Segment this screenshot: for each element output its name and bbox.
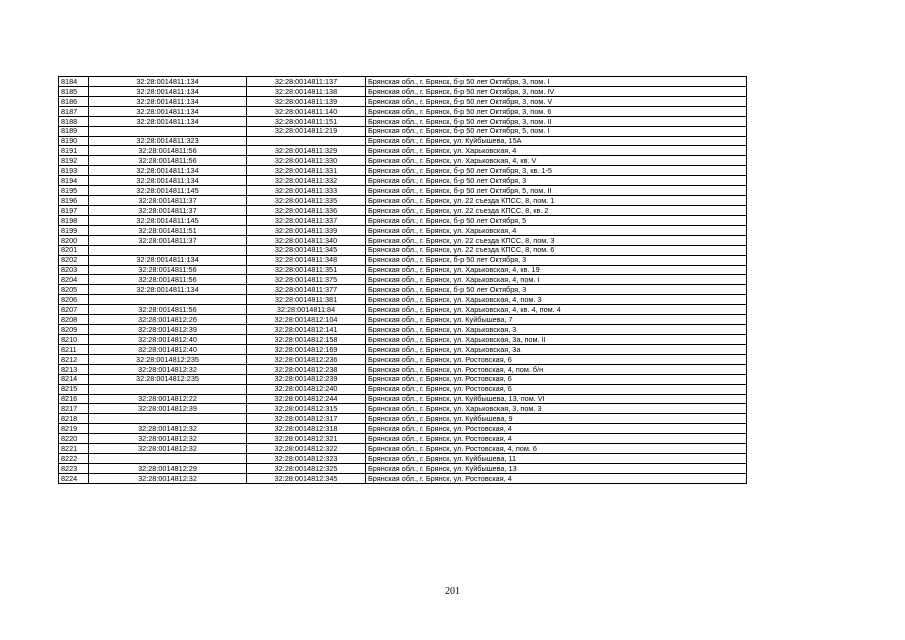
parent-cadastral-number-cell: 32:28:0014812:32 <box>89 364 247 374</box>
cadastral-number-cell: 32:28:0014811:332 <box>247 176 366 186</box>
address-cell: Брянская обл., г. Брянск, б-р 50 лет Октября, 3, пом. 6 <box>366 106 747 116</box>
address-cell: Брянская обл., г. Брянск, ул. Харьковская, 4 <box>366 146 747 156</box>
cadastral-number-cell: 32:28:0014812:104 <box>247 315 366 325</box>
address-cell: Брянская обл., г. Брянск, ул. Куйбышева, 7 <box>366 315 747 325</box>
cadastral-number-cell: 32:28:0014812:244 <box>247 394 366 404</box>
row-number-cell: 8188 <box>59 116 89 126</box>
table-row <box>59 384 747 394</box>
cadastral-number-cell: 32:28:0014812:317 <box>247 414 366 424</box>
parent-cadastral-number-cell: 32:28:0014812:26 <box>89 315 247 325</box>
cadastral-number-cell: 32:28:0014811:137 <box>247 77 366 87</box>
row-number-cell: 8222 <box>59 454 89 464</box>
parent-cadastral-number-cell <box>89 414 247 424</box>
table-row <box>59 295 747 305</box>
address-cell: Брянская обл., г. Брянск, ул. Харьковская, 4, пом. 3 <box>366 295 747 305</box>
row-number-cell: 8218 <box>59 414 89 424</box>
parent-cadastral-number-cell: 32:28:0014811:56 <box>89 275 247 285</box>
row-number-cell: 8192 <box>59 156 89 166</box>
row-number-cell: 8195 <box>59 186 89 196</box>
parent-cadastral-number-cell: 32:28:0014812:22 <box>89 394 247 404</box>
table-row <box>59 454 747 464</box>
table-row <box>59 205 747 215</box>
table-row <box>59 305 747 315</box>
cadastral-number-cell: 32:28:0014811:151 <box>247 116 366 126</box>
table-row <box>59 344 747 354</box>
parent-cadastral-number-cell: 32:28:0014811:56 <box>89 156 247 166</box>
parent-cadastral-number-cell: 32:28:0014811:134 <box>89 106 247 116</box>
parent-cadastral-number-cell: 32:28:0014811:145 <box>89 186 247 196</box>
row-number-cell: 8186 <box>59 96 89 106</box>
parent-cadastral-number-cell: 32:28:0014812:32 <box>89 434 247 444</box>
row-number-cell: 8220 <box>59 434 89 444</box>
parent-cadastral-number-cell: 32:28:0014812:40 <box>89 334 247 344</box>
cadastral-number-cell: 32:28:0014811:377 <box>247 285 366 295</box>
address-cell: Брянская обл., г. Брянск, ул. Ростовская, 6 <box>366 374 747 384</box>
row-number-cell: 8217 <box>59 404 89 414</box>
address-cell: Брянская обл., г. Брянск, ул. Харьковская, 3а, пом. II <box>366 334 747 344</box>
parent-cadastral-number-cell: 32:28:0014811:134 <box>89 96 247 106</box>
address-cell: Брянская обл., г. Брянск, ул. Ростовская, 4, пом. б/н <box>366 364 747 374</box>
row-number-cell: 8219 <box>59 424 89 434</box>
cadastral-number-cell: 32:28:0014812:169 <box>247 344 366 354</box>
cadastral-number-cell: 32:28:0014812:321 <box>247 434 366 444</box>
address-cell: Брянская обл., г. Брянск, б-р 50 лет Октября, 3, кв. 1-5 <box>366 166 747 176</box>
address-cell: Брянская обл., г. Брянск, ул. Ростовская, 4 <box>366 424 747 434</box>
address-cell: Брянская обл., г. Брянск, ул. Харьковская, 3 <box>366 325 747 335</box>
parent-cadastral-number-cell: 32:28:0014812:39 <box>89 404 247 414</box>
table-row <box>59 374 747 384</box>
parent-cadastral-number-cell: 32:28:0014812:235 <box>89 374 247 384</box>
row-number-cell: 8202 <box>59 255 89 265</box>
row-number-cell: 8191 <box>59 146 89 156</box>
parent-cadastral-number-cell: 32:28:0014812:32 <box>89 473 247 483</box>
table-row <box>59 235 747 245</box>
address-cell: Брянская обл., г. Брянск, ул. 22 съезда КПСС, 8, пом. 3 <box>366 235 747 245</box>
cadastral-number-cell: 32:28:0014812:345 <box>247 473 366 483</box>
row-number-cell: 8215 <box>59 384 89 394</box>
parent-cadastral-number-cell <box>89 384 247 394</box>
row-number-cell: 8201 <box>59 245 89 255</box>
parent-cadastral-number-cell <box>89 245 247 255</box>
parent-cadastral-number-cell: 32:28:0014812:32 <box>89 424 247 434</box>
cadastral-number-cell: 32:28:0014812:238 <box>247 364 366 374</box>
table-row <box>59 444 747 454</box>
cadastral-number-cell: 32:28:0014811:375 <box>247 275 366 285</box>
page-number: 201 <box>445 586 460 597</box>
parent-cadastral-number-cell: 32:28:0014811:134 <box>89 77 247 87</box>
address-cell: Брянская обл., г. Брянск, ул. Куйбышева, 11 <box>366 454 747 464</box>
parent-cadastral-number-cell: 32:28:0014811:134 <box>89 116 247 126</box>
table-row <box>59 245 747 255</box>
row-number-cell: 8212 <box>59 354 89 364</box>
address-cell: Брянская обл., г. Брянск, ул. Харьковская, 3, пом. 3 <box>366 404 747 414</box>
row-number-cell: 8224 <box>59 473 89 483</box>
table-row <box>59 166 747 176</box>
table-row <box>59 86 747 96</box>
cadastral-registry-table <box>58 76 747 484</box>
row-number-cell: 8185 <box>59 86 89 96</box>
row-number-cell: 8184 <box>59 77 89 87</box>
table-row <box>59 473 747 483</box>
table-row <box>59 334 747 344</box>
cadastral-number-cell: 32:28:0014812:323 <box>247 454 366 464</box>
table-row <box>59 265 747 275</box>
row-number-cell: 8206 <box>59 295 89 305</box>
table-row <box>59 156 747 166</box>
parent-cadastral-number-cell: 32:28:0014812:39 <box>89 325 247 335</box>
row-number-cell: 8199 <box>59 225 89 235</box>
row-number-cell: 8204 <box>59 275 89 285</box>
address-cell: Брянская обл., г. Брянск, ул. Харьковская, 3а <box>366 344 747 354</box>
table-row <box>59 315 747 325</box>
address-cell: Брянская обл., г. Брянск, б-р 50 лет Октября, 5, пом. II <box>366 186 747 196</box>
cadastral-number-cell: 32:28:0014811:348 <box>247 255 366 265</box>
parent-cadastral-number-cell: 32:28:0014811:145 <box>89 215 247 225</box>
address-cell: Брянская обл., г. Брянск, ул. Ростовская, 4 <box>366 473 747 483</box>
row-number-cell: 8203 <box>59 265 89 275</box>
parent-cadastral-number-cell: 32:28:0014812:40 <box>89 344 247 354</box>
row-number-cell: 8210 <box>59 334 89 344</box>
row-number-cell: 8198 <box>59 215 89 225</box>
cadastral-number-cell: 32:28:0014811:138 <box>247 86 366 96</box>
row-number-cell: 8209 <box>59 325 89 335</box>
cadastral-number-cell: 32:28:0014811:340 <box>247 235 366 245</box>
parent-cadastral-number-cell: 32:28:0014811:323 <box>89 136 247 146</box>
address-cell: Брянская обл., г. Брянск, б-р 50 лет Октября, 5 <box>366 215 747 225</box>
parent-cadastral-number-cell: 32:28:0014811:37 <box>89 205 247 215</box>
row-number-cell: 8208 <box>59 315 89 325</box>
table-row <box>59 275 747 285</box>
table-row <box>59 176 747 186</box>
row-number-cell: 8205 <box>59 285 89 295</box>
parent-cadastral-number-cell: 32:28:0014812:235 <box>89 354 247 364</box>
address-cell: Брянская обл., г. Брянск, ул. Ростовская, 6 <box>366 384 747 394</box>
table-row <box>59 186 747 196</box>
address-cell: Брянская обл., г. Брянск, ул. Куйбышева, 15А <box>366 136 747 146</box>
table-row <box>59 414 747 424</box>
address-cell: Брянская обл., г. Брянск, ул. Харьковская, 4 <box>366 225 747 235</box>
cadastral-number-cell: 32:28:0014811:140 <box>247 106 366 116</box>
address-cell: Брянская обл., г. Брянск, б-р 50 лет Октября, 3, пом. IV <box>366 86 747 96</box>
parent-cadastral-number-cell: 32:28:0014811:134 <box>89 285 247 295</box>
address-cell: Брянская обл., г. Брянск, б-р 50 лет Октября, 3, пом. V <box>366 96 747 106</box>
cadastral-number-cell: 32:28:0014812:322 <box>247 444 366 454</box>
cadastral-number-cell: 32:28:0014812:318 <box>247 424 366 434</box>
parent-cadastral-number-cell: 32:28:0014811:134 <box>89 166 247 176</box>
address-cell: Брянская обл., г. Брянск, б-р 50 лет Октября, 3 <box>366 255 747 265</box>
parent-cadastral-number-cell: 32:28:0014812:29 <box>89 463 247 473</box>
cadastral-number-cell: 32:28:0014811:331 <box>247 166 366 176</box>
parent-cadastral-number-cell: 32:28:0014811:37 <box>89 235 247 245</box>
address-cell: Брянская обл., г. Брянск, б-р 50 лет Октября, 3, пом. II <box>366 116 747 126</box>
cadastral-number-cell: 32:28:0014811:139 <box>247 96 366 106</box>
cadastral-number-cell <box>247 136 366 146</box>
row-number-cell: 8200 <box>59 235 89 245</box>
parent-cadastral-number-cell: 32:28:0014811:134 <box>89 176 247 186</box>
address-cell: Брянская обл., г. Брянск, ул. Куйбышева, 13, пом. VI <box>366 394 747 404</box>
table-row <box>59 146 747 156</box>
cadastral-number-cell: 32:28:0014811:335 <box>247 196 366 206</box>
table-row <box>59 354 747 364</box>
table-row <box>59 215 747 225</box>
address-cell: Брянская обл., г. Брянск, ул. Ростовская, 4 <box>366 434 747 444</box>
table-row <box>59 126 747 136</box>
cadastral-number-cell: 32:28:0014812:239 <box>247 374 366 384</box>
cadastral-number-cell: 32:28:0014811:337 <box>247 215 366 225</box>
cadastral-number-cell: 32:28:0014811:329 <box>247 146 366 156</box>
table-row <box>59 116 747 126</box>
table-row <box>59 77 747 87</box>
address-cell: Брянская обл., г. Брянск, ул. Харьковская, 4, кв. 19 <box>366 265 747 275</box>
row-number-cell: 8211 <box>59 344 89 354</box>
address-cell: Брянская обл., г. Брянск, ул. Куйбышева, 9 <box>366 414 747 424</box>
row-number-cell: 8187 <box>59 106 89 116</box>
cadastral-number-cell: 32:28:0014811:345 <box>247 245 366 255</box>
cadastral-number-cell: 32:28:0014811:381 <box>247 295 366 305</box>
table-row <box>59 96 747 106</box>
row-number-cell: 8213 <box>59 364 89 374</box>
table-row <box>59 136 747 146</box>
row-number-cell: 8193 <box>59 166 89 176</box>
registry-table-body <box>59 77 747 484</box>
cadastral-number-cell: 32:28:0014812:141 <box>247 325 366 335</box>
cadastral-number-cell: 32:28:0014811:351 <box>247 265 366 275</box>
address-cell: Брянская обл., г. Брянск, ул. 22 съезда КПСС, 8, кв. 2 <box>366 205 747 215</box>
parent-cadastral-number-cell <box>89 295 247 305</box>
address-cell: Брянская обл., г. Брянск, ул. Харьковская, 4, пом. I <box>366 275 747 285</box>
cadastral-number-cell: 32:28:0014812:315 <box>247 404 366 414</box>
address-cell: Брянская обл., г. Брянск, ул. Ростовская, 4, пом. 6 <box>366 444 747 454</box>
table-row <box>59 106 747 116</box>
cadastral-number-cell: 32:28:0014811:336 <box>247 205 366 215</box>
table-row <box>59 394 747 404</box>
parent-cadastral-number-cell: 32:28:0014811:51 <box>89 225 247 235</box>
cadastral-number-cell: 32:28:0014812:158 <box>247 334 366 344</box>
address-cell: Брянская обл., г. Брянск, ул. 22 съезда КПСС, 8, пом. 6 <box>366 245 747 255</box>
cadastral-number-cell: 32:28:0014811:333 <box>247 186 366 196</box>
table-row <box>59 434 747 444</box>
parent-cadastral-number-cell <box>89 454 247 464</box>
parent-cadastral-number-cell: 32:28:0014811:134 <box>89 86 247 96</box>
cadastral-number-cell: 32:28:0014812:236 <box>247 354 366 364</box>
address-cell: Брянская обл., г. Брянск, б-р 50 лет Октября, 3 <box>366 176 747 186</box>
row-number-cell: 8190 <box>59 136 89 146</box>
address-cell: Брянская обл., г. Брянск, б-р 50 лет Октября, 3, пом. I <box>366 77 747 87</box>
row-number-cell: 8194 <box>59 176 89 186</box>
table-row <box>59 225 747 235</box>
cadastral-number-cell: 32:28:0014812:325 <box>247 463 366 473</box>
row-number-cell: 8197 <box>59 205 89 215</box>
table-row <box>59 255 747 265</box>
parent-cadastral-number-cell: 32:28:0014811:134 <box>89 255 247 265</box>
row-number-cell: 8189 <box>59 126 89 136</box>
table-row <box>59 364 747 374</box>
table-row <box>59 196 747 206</box>
cadastral-number-cell: 32:28:0014811:339 <box>247 225 366 235</box>
address-cell: Брянская обл., г. Брянск, ул. Куйбышева, 13 <box>366 463 747 473</box>
parent-cadastral-number-cell: 32:28:0014811:56 <box>89 265 247 275</box>
address-cell: Брянская обл., г. Брянск, ул. Харьковская, 4, кв. 4, пом. 4 <box>366 305 747 315</box>
row-number-cell: 8221 <box>59 444 89 454</box>
row-number-cell: 8223 <box>59 463 89 473</box>
row-number-cell: 8207 <box>59 305 89 315</box>
address-cell: Брянская обл., г. Брянск, б-р 50 лет Октября, 5, пом. I <box>366 126 747 136</box>
row-number-cell: 8216 <box>59 394 89 404</box>
parent-cadastral-number-cell: 32:28:0014811:56 <box>89 305 247 315</box>
cadastral-number-cell: 32:28:0014811:219 <box>247 126 366 136</box>
address-cell: Брянская обл., г. Брянск, б-р 50 лет Октября, 3 <box>366 285 747 295</box>
cadastral-number-cell: 32:28:0014811:84 <box>247 305 366 315</box>
parent-cadastral-number-cell: 32:28:0014811:37 <box>89 196 247 206</box>
address-cell: Брянская обл., г. Брянск, ул. 22 съезда КПСС, 8, пом. 1 <box>366 196 747 206</box>
parent-cadastral-number-cell: 32:28:0014812:32 <box>89 444 247 454</box>
address-cell: Брянская обл., г. Брянск, ул. Харьковская, 4, кв. V <box>366 156 747 166</box>
row-number-cell: 8196 <box>59 196 89 206</box>
cadastral-number-cell: 32:28:0014811:330 <box>247 156 366 166</box>
parent-cadastral-number-cell: 32:28:0014811:56 <box>89 146 247 156</box>
parent-cadastral-number-cell <box>89 126 247 136</box>
table-row <box>59 404 747 414</box>
address-cell: Брянская обл., г. Брянск, ул. Ростовская, 6 <box>366 354 747 364</box>
row-number-cell: 8214 <box>59 374 89 384</box>
table-row <box>59 285 747 295</box>
cadastral-number-cell: 32:28:0014812:240 <box>247 384 366 394</box>
table-row <box>59 325 747 335</box>
table-row <box>59 424 747 434</box>
table-row <box>59 463 747 473</box>
